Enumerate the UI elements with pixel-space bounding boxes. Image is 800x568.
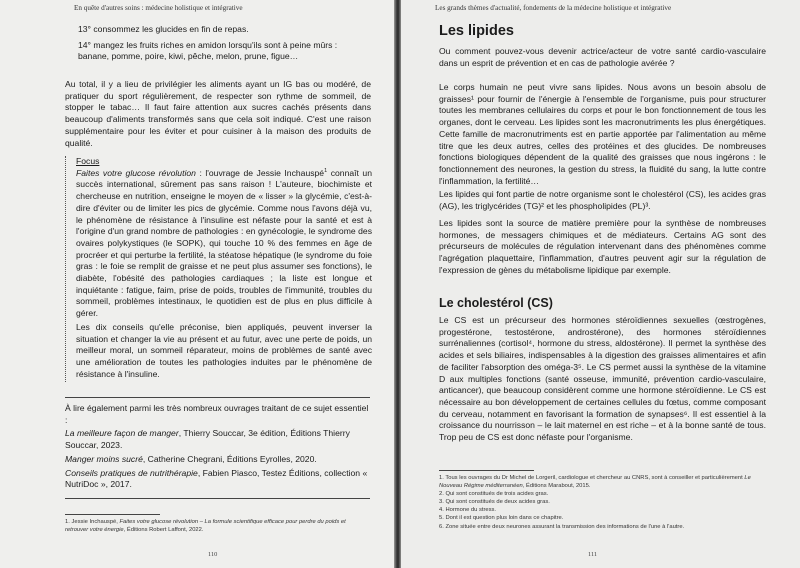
- conclusion-paragraph: Au total, il y a lieu de privilégier les aliments ayant un IG bas ou modéré, de pratiquer du sport régulièrement, de respecter son rythme de sommeil, de stopper le tabac… Il faut faire attention aux sucres cachés présents dans beaucoup d'aliments transformés sans que cela soit indiqué. C'est une raison supplémentaire pour les éviter et pour cuisiner à la maison des produits de qualité.: [65, 79, 371, 148]
- right-running-head: Les grands thèmes d'actualité, fondements de la médecine holistique et intégrative: [435, 4, 672, 12]
- page-number-right: 111: [588, 551, 598, 558]
- advice-list: [78, 24, 370, 63]
- reading-book-3: Conseils pratiques de nutrithérapie, Fabien Piasco, Testez Éditions, collection « NutriDoc », 2017.: [65, 467, 368, 490]
- footnote-rule: [65, 514, 160, 515]
- reading-book-2: Manger moins sucré, Catherine Chegrani, Éditions Eyrolles, 2020.: [65, 453, 317, 464]
- footnote-ref: 1: [324, 167, 328, 174]
- section-intro: Ou comment pouvez-vous devenir actrice/acteur de votre santé cardio-vasculaire dans un esprit de prévention et en cas de pathologie avérée ?: [439, 46, 766, 68]
- lipids-paragraph-1: Le corps humain ne peut vivre sans lipides. Nous avons un besoin absolu de graisses¹ pour fournir de l'énergie à l'ensemble de l'organisme, puis pour structurer toutes les membranes cellulaires du corps et pour le bon fonctionnement de tous les organes, dont le cerveau. Les lipides sont les macronutriments les plus énergétiques. Cette famille de macronutriments est en partie apportée par l'alimentation au même titre que les deux autres, celles des protéines et des glucides. De nombreuses fonctions biologiques dépendent de la qualité des graisses que nous ingérons : le fonctionnement des neurones, la gestion du stress, la fluidité du sang, la lutte contre l'inflammation, la fertilité…: [439, 82, 766, 186]
- focus-heading: Focus: [76, 156, 100, 166]
- lipids-paragraph-2: Les lipides qui font partie de notre organisme sont le cholestérol (CS), les acides gras (AG), les triglycérides (TG)² et les phospholipides (PL)³.: [439, 189, 766, 211]
- footnote-1: 1. Tous les ouvrages du Dr Michel de Lorgeril, cardiologue et chercheur au CNRS, sont à conseiller et particulièrement Le Nouveau Régime méditerranéen, Éditions Marabout, 2015.: [439, 475, 751, 490]
- footnote-1: 1. Jessie Inchauspé, Faites votre glucose révolution – La formule scientifique efficace pour perdre du poids et retrouver votre énergie, Éditions Robert Laffont, 2022.: [65, 519, 346, 534]
- subsection-title: Le cholestérol (CS): [439, 296, 553, 310]
- reading-intro: À lire également parmi les très nombreux ouvrages traitant de ce sujet essentiel :: [65, 403, 369, 425]
- advice-item-14: 14° mangez les fruits riches en amidon lorsqu'ils sont à peine mûrs : banane, pomme, poire, kiwi, pêche, melon, prune, figue…: [78, 39, 338, 62]
- footnote-4: 4. Hormone du stress.: [439, 507, 497, 514]
- lipids-paragraph-3: Les lipides sont la source de matière première pour la synthèse de nombreuses hormones, de messagers chimiques et de médiateurs. Certains AG sont des précurseurs de molécules de régulation intervenant dans des phénomènes comme l'agrégation plaquettaire, l'inflammation, d'autres peuvent agir sur la régulation de l'expression de gènes du métabolisme lipidique par exemple.: [439, 218, 766, 275]
- footnote-6: 6. Zone située entre deux neurones assurant la transmission des informations de l'une à l'autre.: [439, 523, 685, 530]
- cholesterol-paragraph: Le CS est un précurseur des hormones stéroïdiennes sexuelles (œstrogènes, progestérone, testostérone, androstérone), des hormones stéroïdiennes surrénaliennes (cortisol⁴, hormone du stress, aldostérone). Il permet la synthèse des acides et sels biliaires, indispensables à la digestion des graisses alimentaires et afin de faciliter l'absorption des oméga-3⁵. Le CS permet aussi la synthèse de la vitamine D aux multiples fonctions (santé osseuse, immunité, prévention cardio-vasculaire, anticancer), que beaucoup considèrent comme une hormone stéroïdienne. Le CS est nécessaire au bon développement de certaines cellules du fœtus, comme composant du cerveau, notamment en favorisant la formation de synapses⁶. Il est essentiel à la croissance du nourrisson – le lait maternel en est riche – et à la bonne santé de tous. Trop peu de CS est donc néfaste pour l'organisme.: [439, 315, 766, 443]
- focus-paragraph-1: Faites votre glucose révolution : l'ouvrage de Jessie Inchauspé$^1$ connaît un succès international, sûrement pas sans raison ! L'auteure, biochimiste et chercheuse en nutrition, enseigne le moyen de « lisser » la glycémie, c'est-à-dire d'éviter ou de limiter les pics de glycémie. Comme nous l'avons déjà vu, le phénomène de résistance à l'insuline est néfaste pour la santé et est à l'origine d'un grand nombre de pathologies : en gynécologie, le syndrome des ovaires polykystiques (le SOPK), qui touche 10 % des femmes en âge de procréer et qui perturbe la fertilité, la stéatose hépatique (le syndrome du foie gras : le foie se remplit de graisse et ne peut plus assumer ses fonctions), le diabète, l'obésité des pathologies cardiaques ; la liste est longue et inquiétante : fatigue, faim, prise de poids, troubles de l'immunité, troubles du sommeil, problèmes intestinaux, le quotidien est de plus en plus difficile à gérer.: [76, 167, 372, 319]
- left-running-head: En quête d'autres soins : médecine holistique et intégrative: [74, 4, 243, 12]
- right-page: [401, 0, 800, 568]
- footnote-3: 3. Qui sont constitués de deux acides gras.: [439, 499, 550, 506]
- footnote-5: 5. Dont il est question plus loin dans ce chapitre.: [439, 515, 564, 522]
- footnotes: [439, 474, 766, 531]
- book-gutter: [394, 0, 401, 568]
- focus-box: [65, 156, 372, 382]
- footnote-2: 2. Qui sont constitués de trois acides gras.: [439, 491, 549, 498]
- focus-paragraph-2: Les dix conseils qu'elle préconise, bien appliqués, peuvent inverser la situation et changer la vie au présent et au futur, avec une perte de poids, un meilleur moral, un sommeil réparateur, moins de problèmes de santé avec une amélioration de toutes les pathologies induites par le phénomène de résistance à l'insuline.: [76, 321, 372, 379]
- reading-rule-bottom: [65, 498, 370, 499]
- reading-book-1: La meilleure façon de manger, Thierry Souccar, 3e édition, Éditions Thierry Souccar, 2023.: [65, 428, 350, 451]
- reading-rule-top: [65, 397, 370, 398]
- page-number-left: 110: [208, 551, 218, 558]
- advice-item-13: 13° consommez les glucides en fin de repas.: [78, 24, 249, 34]
- focus-book-title: Faites votre glucose révolution: [76, 167, 196, 178]
- section-title: Les lipides: [439, 23, 514, 39]
- footnotes-rule: [439, 470, 534, 471]
- left-page: [0, 0, 394, 568]
- further-reading: [65, 403, 370, 491]
